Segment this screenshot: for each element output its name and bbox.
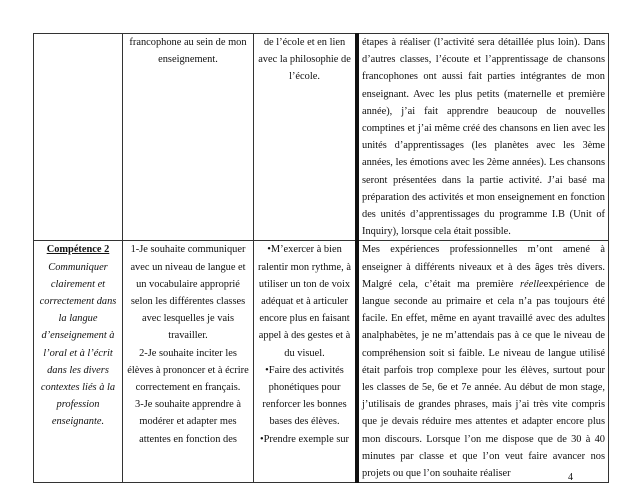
table-cell-reflection: étapes à réaliser (l’activité sera détaillée plus loin). Dans d’autres classes, l’écoute et l’apprentissage de chansons francophones ont aussi fait parties intégrantes de mon enseignant. Avec les plus petits (maternelle et première année), j’ai fait apprendre beaucoup de nouvelles comptines et j’ai même créé des chansons en lien avec les unités d’apprentissages (les planètes avec les 3ème années, les émotions avec les 2ème années). Les chansons seront présentées dans la partie activité. J’ai basé ma préparation des activités et mon enseignement en fonction des unités d’apprentissages du programme I.B (Unit of Inquiry), lorsque cela était possible. (357, 34, 609, 241)
page-number: 4 (568, 472, 573, 483)
table-cell-objective: francophone au sein de mon enseignement. (123, 34, 254, 241)
means-item: • Prendre exemple sur (257, 431, 352, 448)
means-item: • M’exercer à bien ralentir mon rythme, à utiliser un ton de voix adéquat et à articuler encore plus en faisant appel à des gestes et à du visuel. (257, 241, 352, 361)
table-row (34, 241, 609, 483)
table-cell-competence (34, 34, 123, 241)
objective-item: 2-Je souhaite inciter les élèves à prononcer et à écrire correctement en français. (127, 347, 249, 394)
competence-title: Compétence 2 (46, 244, 110, 256)
competence-table (33, 33, 609, 483)
reflection-text-emphasis: réelle (519, 278, 544, 290)
competence-description: Communiquer clairement et correctement dans la langue d’enseignement à l’oral et à l’écrit dans les divers contextes liés à la profession enseignante. (39, 261, 117, 428)
table-cell-reflection (357, 241, 609, 483)
objective-item: 1-Je souhaite communiquer avec un niveau de langue et un vocabulaire approprié selon les différentes classes avec lesquelles je vais travailler. (130, 244, 246, 342)
table-cell-means (254, 241, 358, 483)
reflection-text-part1: Mes expériences professionnelles m’ont amené à enseigner à différents niveaux et à des âges très divers. Malgré cela, c’était ma première (362, 244, 605, 290)
objective-item: 3-Je souhaite apprendre à modérer et adapter mes attentes en fonction des (135, 399, 241, 445)
table-cell-competence (34, 241, 123, 483)
means-item: • Faire des activités phonétiques pour renforcer les bonnes bases des élèves. (257, 362, 352, 431)
reflection-text-part2: expérience de langue seconde au primaire et cela n’a pas toujours été facile. En effet, même en ayant travaillé avec des adultes analphabètes, je ne m’attendais pas à ce que le niveau de compréhension soit si faible. Le niveau de langue utilisé était parfois trop complexe pour les élèves, surtout pour les classes de 5e, 6e et 7e année. Au début de mon stage, j’utilisais de grandes phrases, mais j’ai très vite compris que je devais réduire mes attentes et adapter encore plus mon discours. Lorsque l’on me dispose que de 30 à 40 minutes par classe et que l’on veut faire avancer nos projets ou que l’on souhaite réaliser (362, 278, 605, 480)
table-row (34, 34, 609, 241)
table-cell-means: de l’école et en lien avec la philosophie de l’école. (254, 34, 358, 241)
table-cell-objective (123, 241, 254, 483)
